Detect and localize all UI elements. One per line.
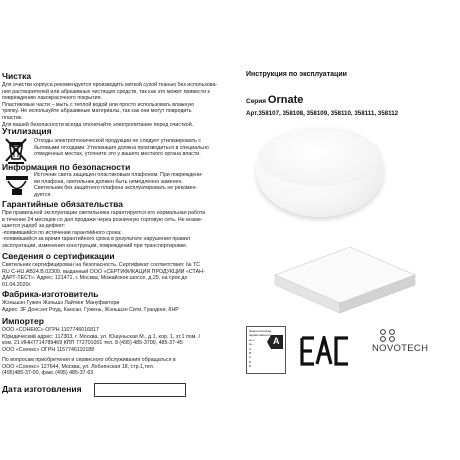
manufacture-date-label: Дата изготовления [2, 384, 82, 394]
round-lamp-top [258, 128, 382, 186]
cleaning-text: Для очистки корпуса рекомендуется производить мягкой сухой тканью без использова- ния растворителей или абразивных чистящих средств, так как это может привести к повреждению лакокрасочного покрытия. Пластиковые части – мыть с теплой водой или просто использовать влажную тряпку. Не используйте абразивные материалы, так как они могут повредить пластик. Для вашей безопасности всегда отключайте электропитание перед очисткой. [2, 82, 218, 128]
disposal-heading: Утилизация [2, 126, 52, 136]
manufacturer-text: Жэньшэн Гужен Жэньшэ Лайтинг Мануфактори Адрес: 3F Донсэнг Роуд, Кансан, Гужень, Жэньшэн Сити, Гуандонг, КНР [2, 300, 179, 313]
article-numbers: Арт.358107, 358108, 358109, 358110, 358111, 358112 [246, 110, 399, 117]
series-line [246, 94, 303, 106]
safety-heading: Информация по безопасности [2, 162, 131, 172]
importer-heading: Импортер [2, 316, 44, 326]
warranty-heading: Гарантийные обязательства [2, 199, 123, 209]
service-text: По вопросам приобретения и сервисного обслуживания обращаться в ООО «Сонекс» 127644, Москва, ул. Лобненская 18, стр.1,тел. (495)485-37-00, факс (495) 485-37-63 [2, 357, 176, 377]
disposal-text: Отходы электротехнической продукции не следует утилизировать с бытовыми отходами. Утилизация должна производиться в специально отведенных местах, уточните это у вашего местного органа власти. [34, 138, 209, 158]
energy-label-lines: Энергетическая эффективность A++ A+ A B C D E [249, 329, 272, 369]
certification-text: Светильник сертифицирован на безопасность. Сертификат соответствия: № ТС RU C-HU.АВ24.В.02309, выданный ООО «СЕРТИФИКАЦИЯ ПРОДУКЦИИ «СТАН- ДАРТ-ТЕСТ». Адрес: 121471, г. Москва, Можайское шоссе, д.29, на срок до 01.04.2020г. [2, 262, 205, 288]
manufacture-date-box [94, 383, 186, 397]
energy-class-value: A [273, 336, 280, 346]
warranty-text: При правильной эксплуатации светильника гарантируется его нормальная работа в течение 24 месяцев со дня продажи через розничную торговую сеть. Не возме- щается ущерб за дефект: -появившийся по истечении гарантийного срока; -появившийся за время гарантийного срока в результате нарушения правил эксплуатации, изменения конструкции, повреждений при транспортировке. [2, 210, 206, 249]
importer-text: ООО «СОНЕКС» ОГРН 1107746016817 Юридический адрес: 117303, г. Москва, ул. Юшуньская М., д.1, кор. 1, эт.1 пом. I ком. 21 ИНН7714789469 КПП 772701001 тел. 8 (495) 485-3700, 485-37-45 ООО «Сонекс» ОГРН 1157746110188 [2, 327, 200, 353]
cleaning-heading: Чистка [2, 71, 32, 81]
brand-logo-text: NOVOTECH [372, 343, 429, 354]
brand-symbol-icon [376, 328, 416, 342]
energy-efficiency-label [246, 326, 286, 374]
lamp-cover-icon [4, 174, 30, 198]
certification-heading: Сведения о сертификации [2, 251, 115, 261]
square-lamp-image [265, 235, 425, 325]
series-name: Ornate [267, 94, 304, 106]
manufacturer-heading: Фабрика-изготовитель [2, 289, 99, 299]
crossed-bin-icon [4, 137, 28, 165]
safety-text: Источник света защищен пластиковым плафоном. При повреждени- ии плафона, светильник должен быть немедленно заменен. Светильник без защитного плафона эксплуатировать не рекомен- дуется. [34, 172, 203, 198]
series-label: Серия [246, 98, 267, 105]
instructions-title: Инструкция по эксплуатации [246, 71, 347, 78]
eac-mark-icon [300, 336, 350, 366]
